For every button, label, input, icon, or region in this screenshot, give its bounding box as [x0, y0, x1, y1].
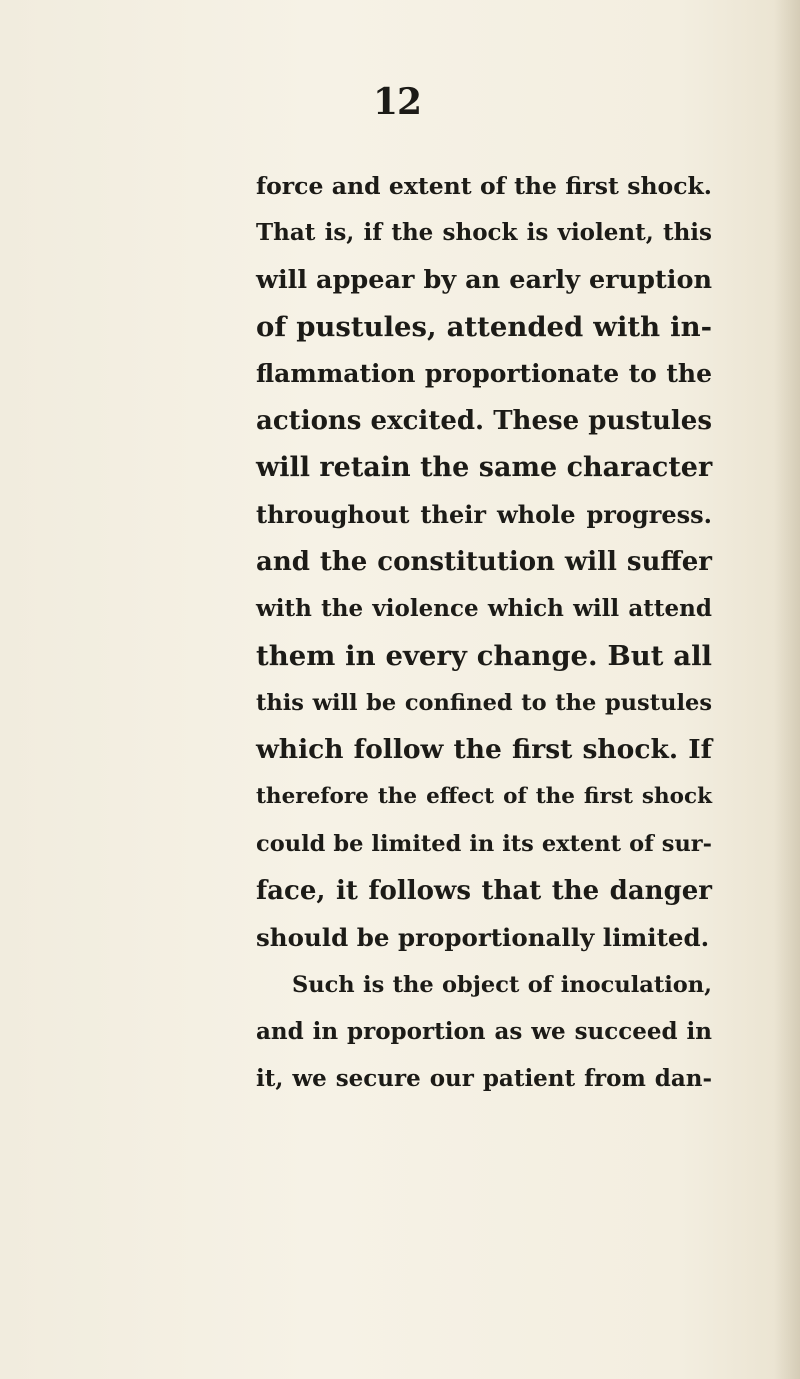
page-edge-shadow [774, 0, 800, 1379]
text-line: could be limited in its extent of sur- [256, 831, 712, 857]
text-line: with the violence which will attend [256, 595, 712, 622]
text-line: will retain the same character [256, 452, 713, 483]
text-line: Such is the object of inoculation, [292, 972, 712, 998]
text-line: therefore the effect of the first shock [256, 784, 712, 809]
text-line: actions excited. These pustules [256, 406, 712, 436]
text-line: and in proportion as we succeed in [256, 1018, 712, 1045]
text-line: throughout their whole progress. [256, 500, 712, 529]
text-line: it, we secure our patient from dan- [256, 1065, 712, 1092]
text-line: should be proportionally limited. [256, 923, 710, 952]
text-line: face, it follows that the danger [256, 876, 712, 906]
page-number: 12 [373, 81, 422, 123]
text-line: That is, if the shock is violent, this [256, 219, 712, 246]
text-line: will appear by an early eruption [256, 265, 712, 295]
text-line: them in every change. But all [256, 640, 712, 672]
text-line: of pustules, attended with in- [256, 311, 712, 343]
text-line: which follow the first shock. If [256, 734, 712, 765]
text-line: this will be confined to the pustules [256, 690, 712, 716]
text-line: force and extent of the first shock. [256, 172, 712, 200]
text-line: and the constitution will suffer [256, 547, 712, 577]
text-line: flammation proportionate to the [256, 359, 712, 388]
